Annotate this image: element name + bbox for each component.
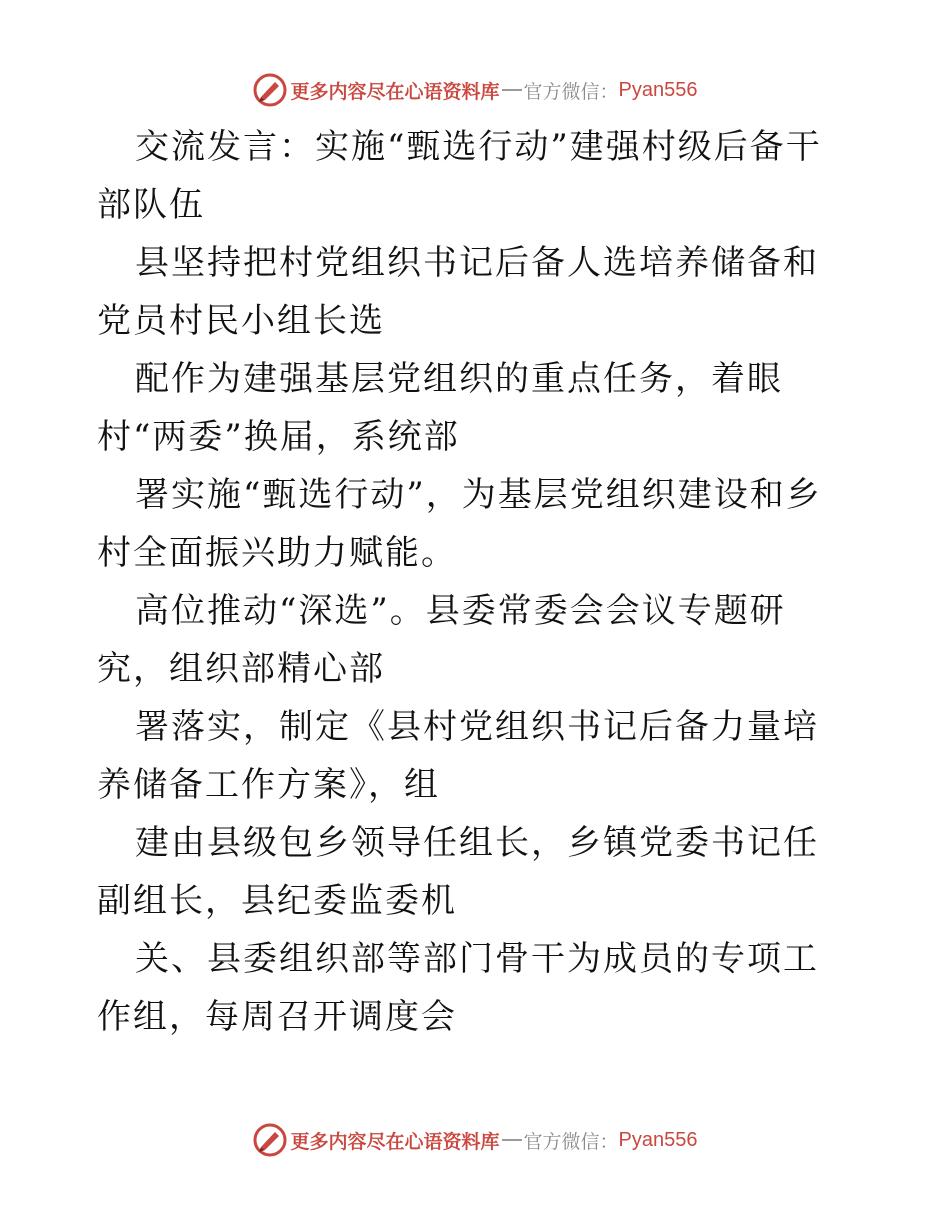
paragraph: 县坚持把村党组织书记后备人选培养储备和党员村民小组长选	[97, 243, 819, 341]
banner-official-label: 官方微信：	[523, 1130, 619, 1153]
paragraph: 关、县委组织部等部门骨干为成员的专项工作组，每周召开调度会	[97, 939, 819, 1037]
document-body	[97, 118, 853, 1046]
paragraph-title: 交流发言：实施“甄选行动”建强村级后备干部队伍	[97, 127, 822, 225]
pen-logo-icon	[253, 1123, 287, 1157]
banner-text: 更多内容尽在心语资料库	[290, 1130, 500, 1153]
paragraph: 配作为建强基层党组织的重点任务，着眼村“两委”换届，系统部	[97, 359, 783, 457]
banner-wechat-id: Pyan556	[618, 1128, 698, 1151]
pen-logo-icon	[253, 73, 287, 107]
banner-text: 更多内容尽在心语资料库	[290, 80, 500, 103]
header-banner	[0, 70, 950, 110]
banner-official-label: 官方微信：	[523, 80, 619, 103]
paragraph: 署落实，制定《县村党组织书记后备力量培养储备工作方案》，组	[97, 707, 819, 805]
banner-dash	[502, 1139, 522, 1141]
paragraph: 高位推动“深选”。县委常委会会议专题研究，组织部精心部	[97, 591, 786, 689]
footer-banner	[0, 1120, 950, 1160]
paragraph: 署实施“甄选行动”，为基层党组织建设和乡村全面振兴助力赋能。	[97, 475, 822, 573]
paragraph: 建由县级包乡领导任组长，乡镇党委书记任副组长，县纪委监委机	[97, 823, 819, 921]
banner-dash	[502, 89, 522, 91]
banner-wechat-id: Pyan556	[618, 78, 698, 101]
